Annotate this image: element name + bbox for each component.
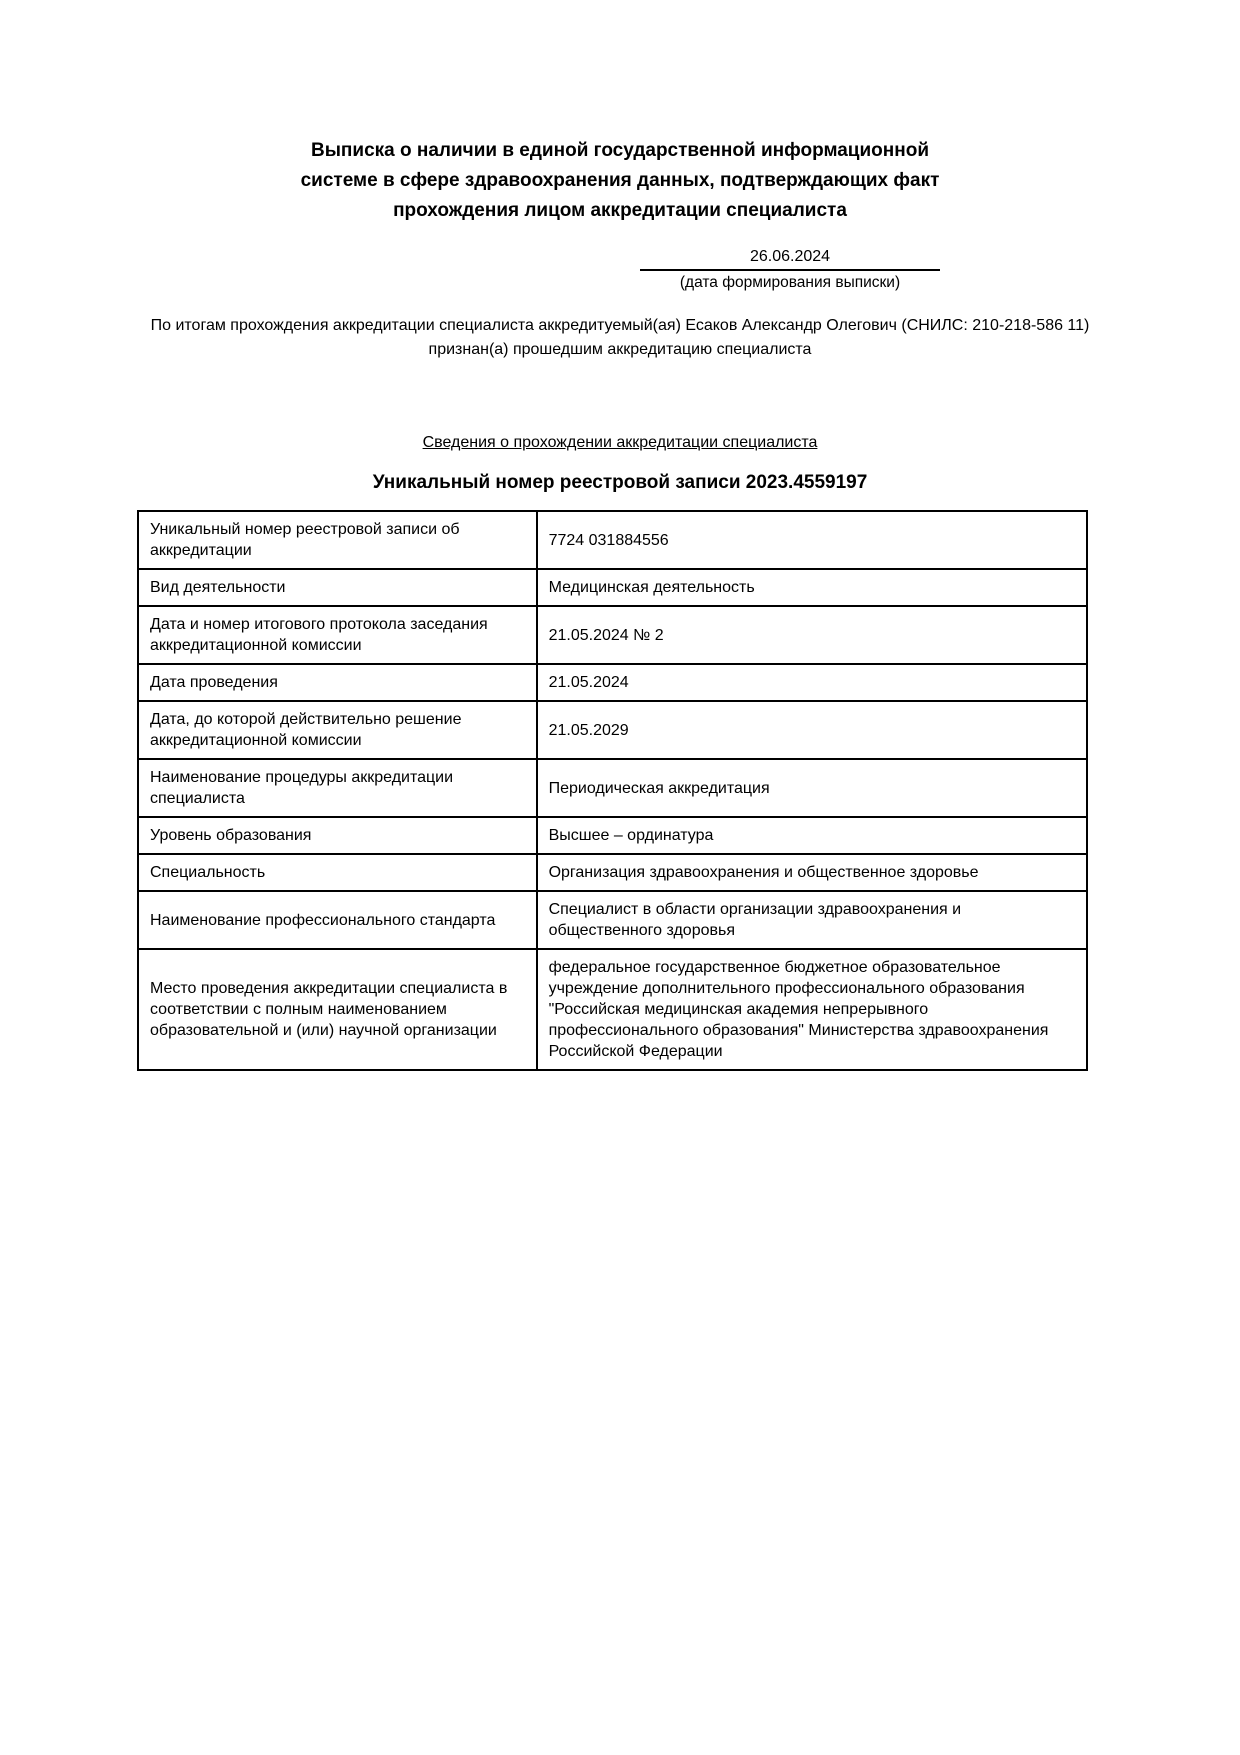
- table-row-label: Дата и номер итогового протокола заседания аккредитационной комиссии: [138, 606, 537, 664]
- table-row: [138, 511, 1087, 569]
- document-title-line-3: прохождения лицом аккредитации специалиста: [393, 200, 847, 221]
- intro-line-1: По итогам прохождения аккредитации специалиста аккредитуемый(ая) Есаков Александр Олегович (СНИЛС: 210-218-586 11): [150, 317, 1090, 334]
- table-row: [138, 817, 1087, 854]
- table-row: [138, 664, 1087, 701]
- table-row: [138, 949, 1087, 1070]
- table-row-value: 21.05.2029: [537, 701, 1087, 759]
- table-row: [138, 569, 1087, 606]
- intro-paragraph: [0, 314, 1240, 362]
- table-row-value: Специалист в области организации здравоохранения и общественного здоровья: [537, 891, 1087, 949]
- extract-date-block: [640, 248, 940, 292]
- table-row-value: Высшее – ординатура: [537, 817, 1087, 854]
- table-row-value: федеральное государственное бюджетное образовательное учреждение дополнительного профессионального образования "Российская медицинская академия непрерывного профессионального образования" Министерства здравоохранения Российской Федерации: [537, 949, 1087, 1070]
- table-row: [138, 701, 1087, 759]
- table-row-label: Вид деятельности: [138, 569, 537, 606]
- document-title: [0, 136, 1240, 226]
- table-row-label: Уровень образования: [138, 817, 537, 854]
- table-row: [138, 759, 1087, 817]
- document-title-line-1: Выписка о наличии в единой государственной информационной: [310, 140, 930, 161]
- section-heading: Сведения о прохождении аккредитации специалиста: [422, 434, 818, 451]
- extract-date-value: 26.06.2024: [640, 248, 940, 271]
- table-row-label: Место проведения аккредитации специалиста в соответствии с полным наименованием образовательной и (или) научной организации: [138, 949, 537, 1070]
- table-row-label: Дата проведения: [138, 664, 537, 701]
- table-row-value: Организация здравоохранения и общественное здоровье: [537, 854, 1087, 891]
- extract-date-caption: (дата формирования выписки): [679, 274, 901, 291]
- document-title-line-2: системе в сфере здравоохранения данных, подтверждающих факт: [300, 170, 940, 191]
- table-row-value: 21.05.2024 № 2: [537, 606, 1087, 664]
- table-row: [138, 891, 1087, 949]
- accreditation-table: [137, 510, 1088, 1071]
- table-row-label: Специальность: [138, 854, 537, 891]
- table-row: [138, 606, 1087, 664]
- table-row-label: Уникальный номер реестровой записи об аккредитации: [138, 511, 537, 569]
- table-row-label: Дата, до которой действительно решение аккредитационной комиссии: [138, 701, 537, 759]
- registry-number-heading: Уникальный номер реестровой записи 2023.4559197: [372, 472, 868, 493]
- intro-line-2: признан(а) прошедшим аккредитацию специалиста: [428, 341, 812, 358]
- table-row-label: Наименование процедуры аккредитации специалиста: [138, 759, 537, 817]
- accreditation-table-body: [138, 511, 1087, 1070]
- table-row: [138, 854, 1087, 891]
- table-row-value: Медицинская деятельность: [537, 569, 1087, 606]
- table-row-value: 21.05.2024: [537, 664, 1087, 701]
- table-row-value: 7724 031884556: [537, 511, 1087, 569]
- table-row-label: Наименование профессионального стандарта: [138, 891, 537, 949]
- table-row-value: Периодическая аккредитация: [537, 759, 1087, 817]
